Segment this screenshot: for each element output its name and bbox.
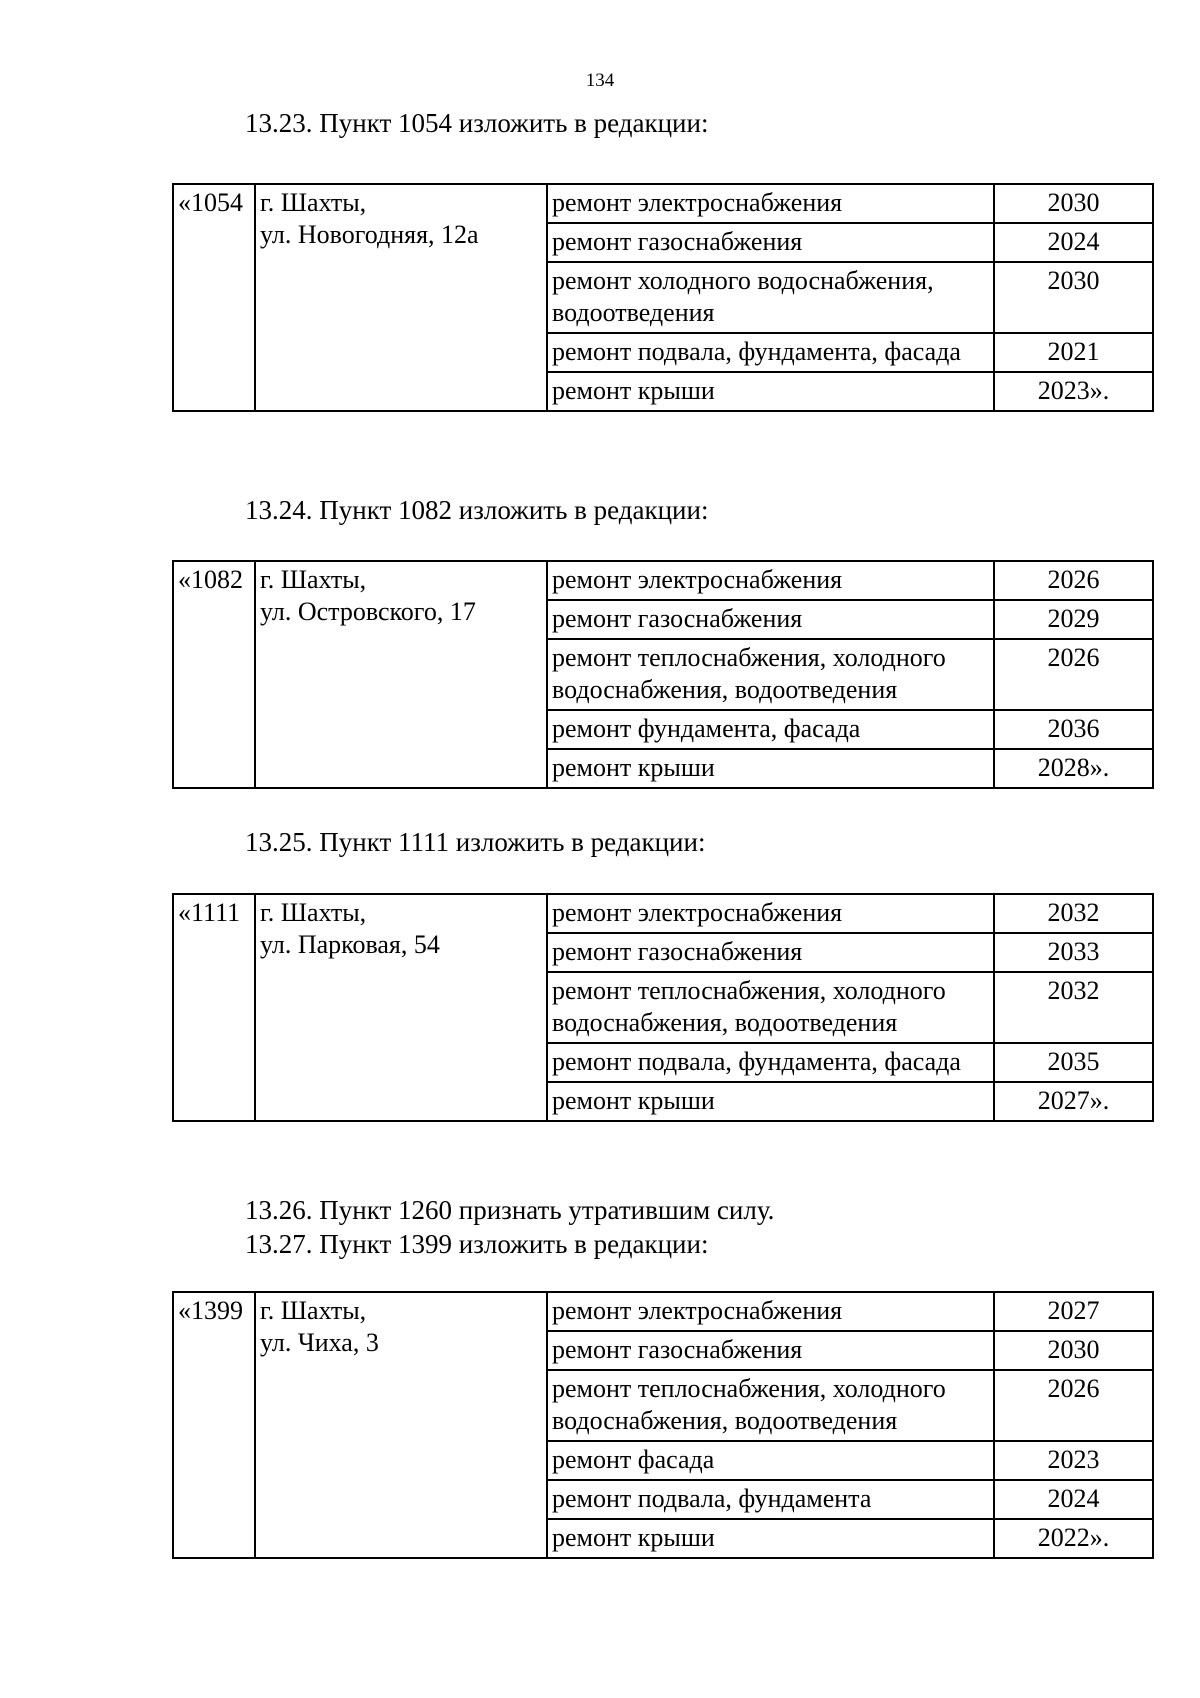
address-street: ул. Парковая, 54 [260, 930, 440, 959]
address-cell [255, 561, 547, 788]
work-year: 2033 [994, 933, 1153, 972]
work-name: ремонт крыши [547, 372, 994, 411]
work-name: ремонт теплоснабжения, холодного водоснабжения, водоотведения [547, 1370, 994, 1441]
address-cell [255, 1292, 547, 1558]
table-row [173, 1292, 1153, 1331]
work-name: ремонт холодного водоснабжения, водоотведения [547, 262, 994, 333]
amendment-table [172, 1291, 1154, 1559]
work-year: 2026 [994, 1370, 1153, 1441]
work-year: 2029 [994, 600, 1153, 639]
work-name: ремонт подвала, фундамента, фасада [547, 1043, 994, 1082]
address-cell [255, 894, 547, 1121]
address-street: ул. Новогодняя, 12а [260, 220, 479, 249]
row-number: «1054 [173, 184, 255, 411]
work-year: 2023». [994, 372, 1153, 411]
work-year: 2021 [994, 333, 1153, 372]
table-row [173, 184, 1153, 223]
work-name: ремонт теплоснабжения, холодного водоснабжения, водоотведения [547, 972, 994, 1043]
work-year: 2027 [994, 1292, 1153, 1331]
work-name: ремонт газоснабжения [547, 933, 994, 972]
amendment-table [172, 893, 1154, 1122]
work-name: ремонт фундамента, фасада [547, 710, 994, 749]
page-number: 134 [585, 70, 615, 91]
work-name: ремонт электроснабжения [547, 561, 994, 600]
row-number: «1399 [173, 1292, 255, 1558]
address-city: г. Шахты, [260, 565, 367, 594]
work-year: 2028». [994, 749, 1153, 788]
work-year: 2030 [994, 184, 1153, 223]
amendment-table [172, 183, 1154, 412]
work-name: ремонт подвала, фундамента [547, 1480, 994, 1519]
work-year: 2032 [994, 894, 1153, 933]
work-name: ремонт крыши [547, 1519, 994, 1558]
work-name: ремонт фасада [547, 1441, 994, 1480]
work-year: 2032 [994, 972, 1153, 1043]
work-name: ремонт газоснабжения [547, 223, 994, 262]
table-row [173, 894, 1153, 933]
address-cell [255, 184, 547, 411]
section-heading: 13.24. Пункт 1082 изложить в редакции: [245, 495, 709, 525]
address-city: г. Шахты, [260, 188, 367, 217]
address-street: ул. Островского, 17 [260, 597, 476, 626]
work-name: ремонт газоснабжения [547, 1331, 994, 1370]
row-number: «1082 [173, 561, 255, 788]
work-name: ремонт крыши [547, 1082, 994, 1121]
work-year: 2022». [994, 1519, 1153, 1558]
work-name: ремонт подвала, фундамента, фасада [547, 333, 994, 372]
work-year: 2030 [994, 1331, 1153, 1370]
section-heading: 13.27. Пункт 1399 изложить в редакции: [245, 1229, 709, 1259]
work-year: 2026 [994, 639, 1153, 710]
section-heading: 13.26. Пункт 1260 признать утратившим силу. [245, 1195, 775, 1225]
section-heading: 13.23. Пункт 1054 изложить в редакции: [245, 108, 709, 138]
work-year: 2026 [994, 561, 1153, 600]
work-year: 2024 [994, 223, 1153, 262]
address-city: г. Шахты, [260, 1296, 367, 1325]
amendment-table [172, 560, 1154, 789]
work-year: 2027». [994, 1082, 1153, 1121]
work-name: ремонт электроснабжения [547, 184, 994, 223]
work-year: 2036 [994, 710, 1153, 749]
address-city: г. Шахты, [260, 898, 367, 927]
section-heading: 13.25. Пункт 1111 изложить в редакции: [245, 827, 706, 857]
work-name: ремонт теплоснабжения, холодного водоснабжения, водоотведения [547, 639, 994, 710]
address-street: ул. Чиха, 3 [260, 1328, 379, 1357]
work-year: 2023 [994, 1441, 1153, 1480]
work-name: ремонт электроснабжения [547, 1292, 994, 1331]
work-name: ремонт электроснабжения [547, 894, 994, 933]
work-year: 2035 [994, 1043, 1153, 1082]
work-name: ремонт газоснабжения [547, 600, 994, 639]
work-year: 2024 [994, 1480, 1153, 1519]
row-number: «1111 [173, 894, 255, 1121]
work-name: ремонт крыши [547, 749, 994, 788]
work-year: 2030 [994, 262, 1153, 333]
table-row [173, 561, 1153, 600]
